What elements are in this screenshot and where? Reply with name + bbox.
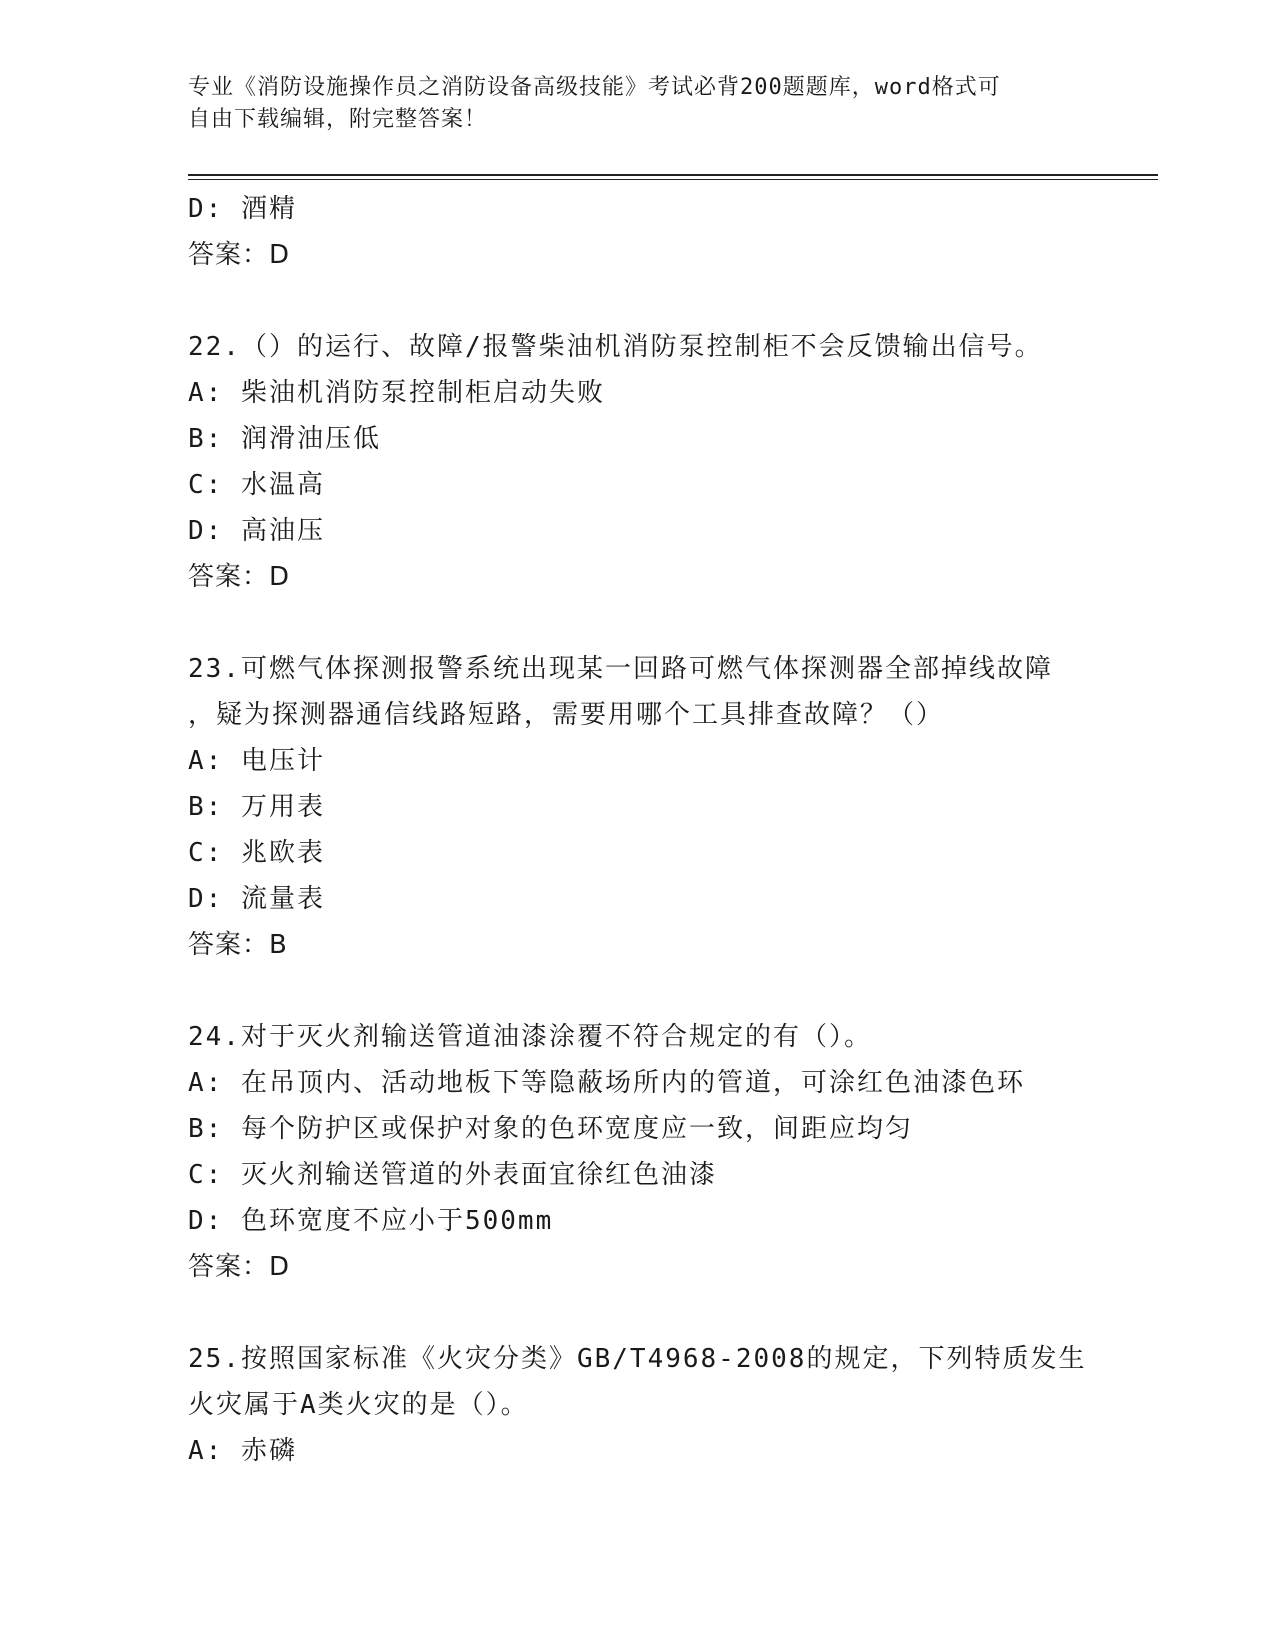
option-c: C: 灭火剂输送管道的外表面宜徐红色油漆 [188, 1160, 717, 1190]
option-a: A: 赤磷 [188, 1436, 297, 1466]
question-23 [188, 646, 1158, 968]
spacer [188, 278, 1158, 324]
spacer [188, 1290, 1158, 1336]
option-d: D: 色环宽度不应小于500mm [188, 1206, 554, 1236]
option-a: A: 柴油机消防泵控制柜启动失败 [188, 378, 605, 408]
option-a: A: 电压计 [188, 746, 325, 776]
header-divider [188, 174, 1158, 180]
answer-line: 答案：D [188, 562, 291, 592]
answer-line: 答案：D [188, 240, 291, 270]
answer-line: 答案：B [188, 930, 288, 960]
option-d: D: 高油压 [188, 516, 325, 546]
header-line: 专业《消防设施操作员之消防设备高级技能》考试必背200题题库，word格式可 [188, 75, 1001, 100]
document-page [188, 72, 1158, 1474]
question-stem: 火灾属于A类火灾的是（）。 [188, 1390, 529, 1420]
option-c: C: 水温高 [188, 470, 325, 500]
previous-question-tail [188, 186, 1158, 278]
question-list [188, 186, 1158, 1474]
question-stem: 24.对于灭火剂输送管道油漆涂覆不符合规定的有（）。 [188, 1022, 872, 1052]
question-24 [188, 1014, 1158, 1290]
spacer [188, 600, 1158, 646]
spacer [188, 968, 1158, 1014]
option-a: A: 在吊顶内、活动地板下等隐蔽场所内的管道，可涂红色油漆色环 [188, 1068, 1025, 1098]
option-d: D: 酒精 [188, 194, 297, 224]
option-d: D: 流量表 [188, 884, 325, 914]
question-stem: 25.按照国家标准《火灾分类》GB/T4968-2008的规定，下列特质发生 [188, 1344, 1087, 1374]
question-22 [188, 324, 1158, 600]
option-b: B: 万用表 [188, 792, 325, 822]
question-stem: 23.可燃气体探测报警系统出现某一回路可燃气体探测器全部掉线故障 [188, 654, 1053, 684]
question-stem: 22.（）的运行、故障/报警柴油机消防泵控制柜不会反馈输出信号。 [188, 332, 1043, 362]
option-c: C: 兆欧表 [188, 838, 325, 868]
question-25 [188, 1336, 1158, 1474]
document-header [188, 72, 1158, 136]
question-stem: ，疑为探测器通信线路短路，需要用哪个工具排查故障？（） [188, 700, 945, 730]
option-b: B: 每个防护区或保护对象的色环宽度应一致，间距应均匀 [188, 1114, 913, 1144]
answer-line: 答案：D [188, 1252, 291, 1282]
header-line: 自由下载编辑，附完整答案！ [188, 107, 488, 132]
option-b: B: 润滑油压低 [188, 424, 381, 454]
